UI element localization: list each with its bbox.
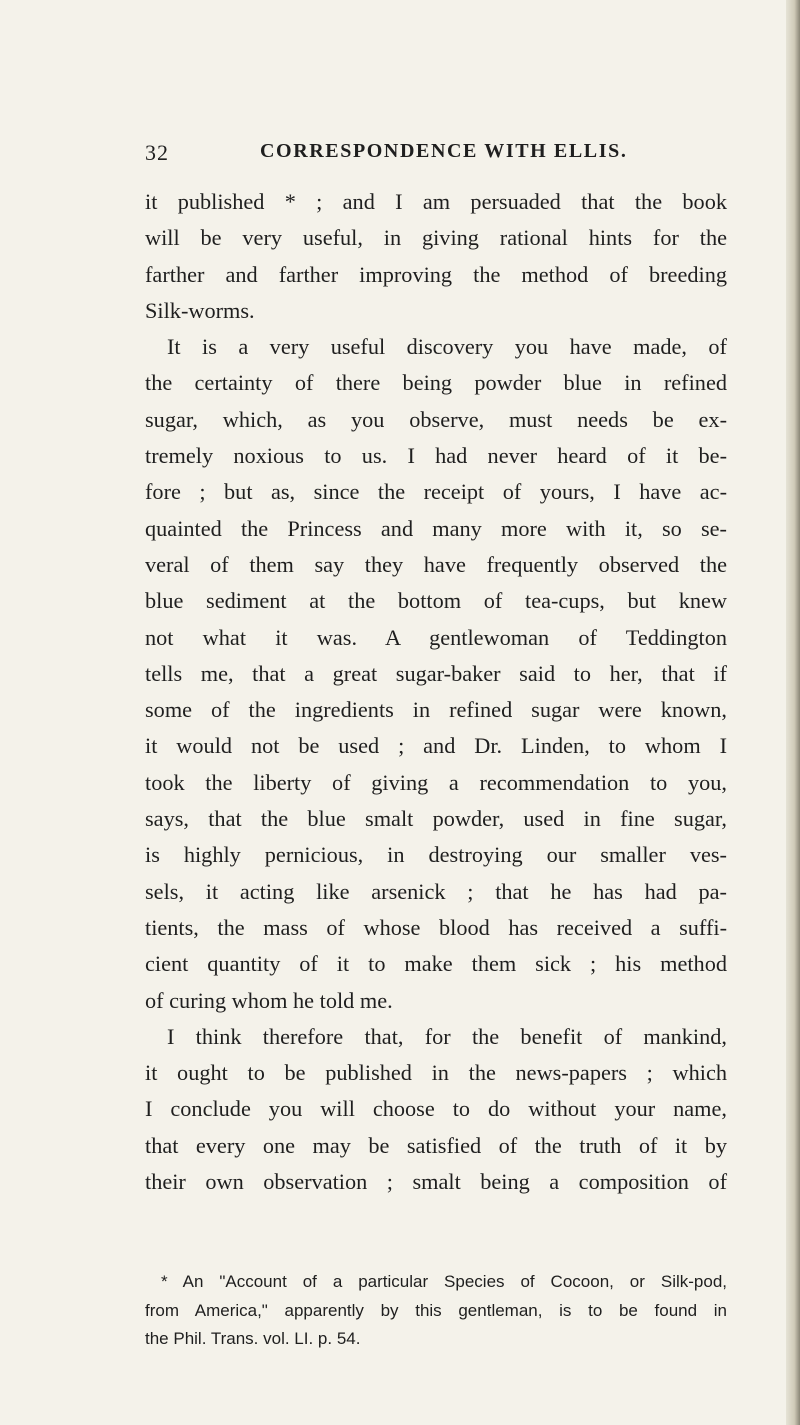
text-line: took the liberty of giving a recommendation to you, xyxy=(145,769,727,795)
body-text xyxy=(145,184,727,1200)
footnote-line: the Phil. Trans. vol. LI. p. 54. xyxy=(145,1329,361,1348)
text-line: not what it was. A gentlewoman of Teddington xyxy=(145,624,727,650)
page-edge-shadow xyxy=(786,0,800,1425)
text-line: cient quantity of it to make them sick ; his method xyxy=(145,951,727,977)
text-line: I think therefore that, for the benefit of mankind, xyxy=(167,1023,727,1049)
page-header xyxy=(145,140,705,172)
text-line: it published * ; and I am persuaded that the book xyxy=(145,189,727,214)
text-line: I conclude you will choose to do without your name, xyxy=(145,1096,727,1122)
running-title: CORRESPONDENCE WITH ELLIS. xyxy=(260,140,628,162)
text-line: blue sediment at the bottom of tea-cups, but knew xyxy=(145,588,727,614)
text-line: their own observation ; smalt being a composition of xyxy=(145,1169,727,1195)
text-line: says, that the blue smalt powder, used in fine sugar, xyxy=(145,806,727,832)
text-line: is highly pernicious, in destroying our smaller ves- xyxy=(145,842,727,868)
text-line: it would not be used ; and Dr. Linden, to whom I xyxy=(145,733,727,759)
text-line: veral of them say they have frequently observed the xyxy=(145,551,727,577)
text-line: some of the ingredients in refined sugar were known, xyxy=(145,697,727,723)
footnote-line: * An "Account of a particular Species of Cocoon, or Silk-pod, xyxy=(161,1272,727,1291)
text-line: tients, the mass of whose blood has received a suffi- xyxy=(145,914,727,940)
text-line: sugar, which, as you observe, must needs be ex- xyxy=(145,406,727,432)
text-line: fore ; but as, since the receipt of yours, I have ac- xyxy=(145,479,727,505)
text-line: that every one may be satisfied of the truth of it by xyxy=(145,1132,727,1158)
text-line: will be very useful, in giving rational hints for the xyxy=(145,225,727,251)
text-line: farther and farther improving the method of breeding xyxy=(145,261,727,287)
footnote xyxy=(145,1268,727,1354)
footnote-line: from America," apparently by this gentleman, is to be found in xyxy=(145,1300,727,1320)
text-line: tells me, that a great sugar-baker said to her, that if xyxy=(145,660,727,686)
text-line: Silk-worms. xyxy=(145,297,255,323)
text-line: quainted the Princess and many more with it, so se- xyxy=(145,515,727,541)
page-number: 32 xyxy=(145,140,169,165)
text-line: sels, it acting like arsenick ; that he has had pa- xyxy=(145,878,727,904)
text-line: the certainty of there being powder blue in refined xyxy=(145,370,727,396)
text-line: it ought to be published in the news-papers ; which xyxy=(145,1060,727,1086)
text-line: It is a very useful discovery you have made, of xyxy=(167,334,727,360)
text-line: tremely noxious to us. I had never heard of it be- xyxy=(145,443,727,469)
text-line: of curing whom he told me. xyxy=(145,987,393,1013)
